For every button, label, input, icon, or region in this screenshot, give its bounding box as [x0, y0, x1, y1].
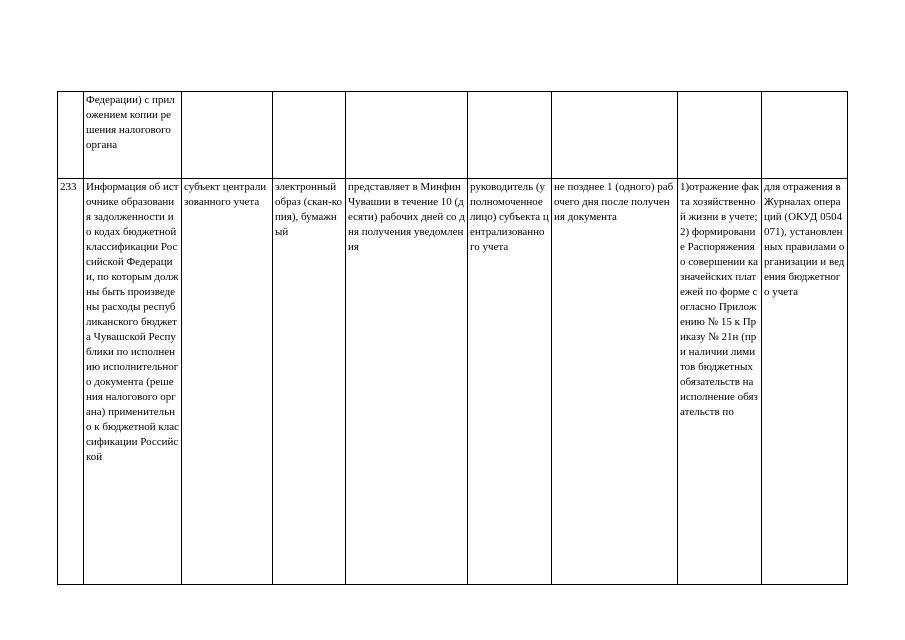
cell-submission-term: представляет в Минфин Чувашии в течение 10 (десяти) рабочих дней со дня получения уведомления [346, 179, 468, 585]
cell-information: Информация об источнике образования задолженности и о кодах бюджетной классификации Российской Федерации, по которым должны быть произведены расходы республиканского бюджета Чувашской Республики по исполнению исполнительного документа (решения налогового органа) применительно к бюджетной классификации Российской [84, 179, 182, 585]
table-row-233 [58, 179, 848, 585]
cell-responsible: руководитель (уполномоченное лицо) субъекта централизованного учета [468, 179, 552, 585]
cell-purpose [762, 92, 848, 179]
cell-form [273, 92, 346, 179]
cell-actions: 1)отражение факта хозяйственной жизни в учете; 2) формирование Распоряжения о совершении казначейских платежей по форме согласно Приложению № 15 к Приказу № 21н (при наличии лимитов бюджетных обязательств на исполнение обязательств по [678, 179, 762, 585]
cell-compiler [182, 92, 273, 179]
cell-acceptance-term [552, 92, 678, 179]
cell-form: электронный образ (скан-копия), бумажный [273, 179, 346, 585]
table-row-continued [58, 92, 848, 179]
cell-acceptance-term: не позднее 1 (одного) рабочего дня после получения документа [552, 179, 678, 585]
cell-information: Федерации) с приложением копии решения налогового органа [84, 92, 182, 179]
cell-compiler: субъект централизованного учета [182, 179, 273, 585]
cell-responsible [468, 92, 552, 179]
document-table [57, 91, 848, 585]
cell-purpose: для отражения в Журналах операций (ОКУД 0504071), установленных правилами организации и ведения бюджетного учета [762, 179, 848, 585]
cell-number [58, 92, 84, 179]
cell-actions [678, 92, 762, 179]
cell-number: 233 [58, 179, 84, 585]
cell-submission-term [346, 92, 468, 179]
